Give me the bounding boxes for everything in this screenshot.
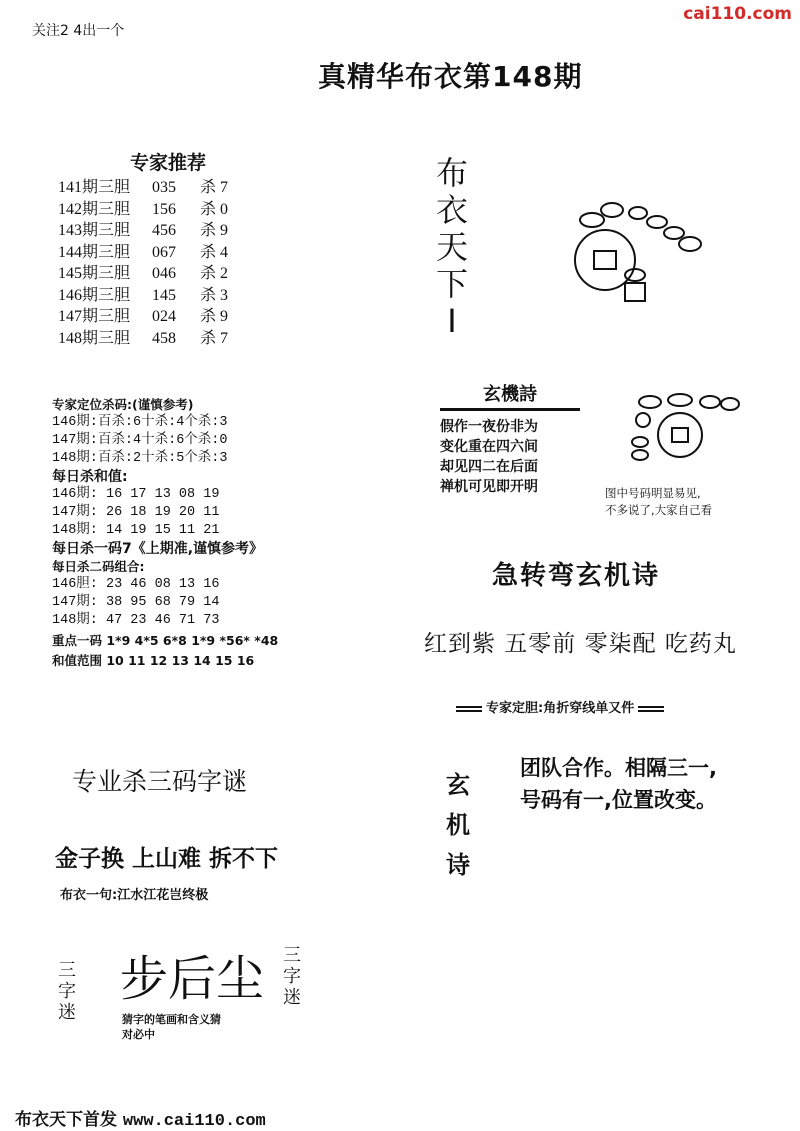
position-kill-title: 专家定位杀码:(谨慎参考) bbox=[52, 397, 194, 412]
xuanji-poem bbox=[440, 380, 580, 497]
riddle-hint: 猜字的笔画和含义猜 对必中 bbox=[122, 1013, 221, 1041]
page-title: 真精华布衣第148期 bbox=[318, 60, 583, 93]
recommend-row: 141期三胆 035 杀 7 bbox=[58, 179, 229, 196]
recommend-row: 145期三胆 046 杀 2 bbox=[58, 265, 229, 282]
coin-drawing-1 bbox=[570, 195, 730, 310]
buyi-vertical-title: 布 衣 天 下 I bbox=[435, 154, 468, 340]
recommend-row: 146期三胆 145 杀 3 bbox=[58, 286, 229, 304]
jizhuanwan-title: 急转弯玄机诗 bbox=[492, 561, 661, 591]
riddle-left-label: 三 字 迷 bbox=[58, 960, 76, 1023]
footer bbox=[15, 1105, 266, 1131]
footer-url[interactable]: www.cai110.com bbox=[122, 1112, 266, 1131]
site-logo[interactable]: cai110.com bbox=[683, 4, 792, 24]
poem-title: 玄機詩 bbox=[440, 380, 580, 411]
position-kill-row: 148期:百杀:2十杀:5个杀:3 bbox=[52, 451, 228, 466]
team-lines: 团队合作。相隔三一, 号码有一,位置改变。 bbox=[520, 756, 717, 812]
poem-line: 却见四二在后面 bbox=[440, 459, 538, 475]
jizhuanwan-phrase: 红到紫 五零前 零柒配 吃药丸 bbox=[424, 631, 737, 657]
expert-dingdan: 专家定胆:角折穿线单又件 bbox=[452, 697, 668, 716]
header-note: 关注2 4出一个 bbox=[32, 23, 125, 39]
riddle-gold-line: 金子换 上山难 拆不下 bbox=[55, 846, 279, 872]
riddle-right-label: 三 字 迷 bbox=[283, 945, 301, 1008]
footer-text: 布衣天下首发 bbox=[15, 1110, 117, 1130]
key-code-line: 重点一码 1*9 4*5 6*8 1*9 *56* *48 bbox=[52, 633, 279, 648]
sum-kill-row: 148期: 14 19 15 11 21 bbox=[52, 523, 220, 538]
recommend-row: 148期三胆 458 杀 7 bbox=[58, 329, 229, 347]
recommend-row: 144期三胆 067 杀 4 bbox=[58, 243, 229, 261]
sum-kill-row: 147期: 26 18 19 20 11 bbox=[52, 505, 220, 520]
two-code-title: 每日杀二码组合: bbox=[52, 559, 145, 574]
kill-data-block bbox=[52, 396, 278, 670]
recommend-row: 143期三胆 456 杀 9 bbox=[58, 222, 229, 239]
poem-caption: 图中号码明显易见, 不多说了,大家自己看 bbox=[605, 486, 713, 517]
recommend-list bbox=[58, 177, 228, 349]
sum-range-line: 和值范围 10 11 12 13 14 15 16 bbox=[52, 653, 255, 668]
sum-kill-row: 146期: 16 17 13 08 19 bbox=[52, 487, 220, 502]
recommend-title: 专家推荐 bbox=[130, 152, 207, 174]
sum-kill-title: 每日杀和值: bbox=[52, 469, 128, 485]
poem-line: 假作一夜份非为 bbox=[440, 419, 538, 435]
riddle-title: 专业杀三码字谜 bbox=[72, 767, 248, 796]
recommend-row: 147期三胆 024 杀 9 bbox=[58, 308, 229, 325]
two-code-row: 148期: 47 23 46 71 73 bbox=[52, 613, 220, 628]
xuanjishi-vertical: 玄 机 诗 bbox=[446, 771, 470, 879]
one-code-line: 每日杀一码7《上期准,谨慎参考》 bbox=[52, 541, 264, 557]
position-kill-row: 147期:百杀:4十杀:6个杀:0 bbox=[52, 433, 228, 448]
position-kill-row: 146期:百杀:6十杀:4个杀:3 bbox=[52, 415, 228, 430]
recommend-row: 142期三胆 156 杀 0 bbox=[58, 200, 229, 218]
riddle-big-text: 步后尘 bbox=[120, 951, 265, 1007]
coin-drawing-2 bbox=[625, 390, 755, 480]
poem-line: 禅机可见即开明 bbox=[440, 479, 538, 495]
two-code-row: 147期: 38 95 68 79 14 bbox=[52, 595, 220, 610]
two-code-row: 146胆: 23 46 08 13 16 bbox=[52, 577, 220, 592]
riddle-buyi-line: 布衣一句:江水江花岂终极 bbox=[60, 888, 209, 903]
poem-line: 变化重在四六间 bbox=[440, 439, 538, 455]
